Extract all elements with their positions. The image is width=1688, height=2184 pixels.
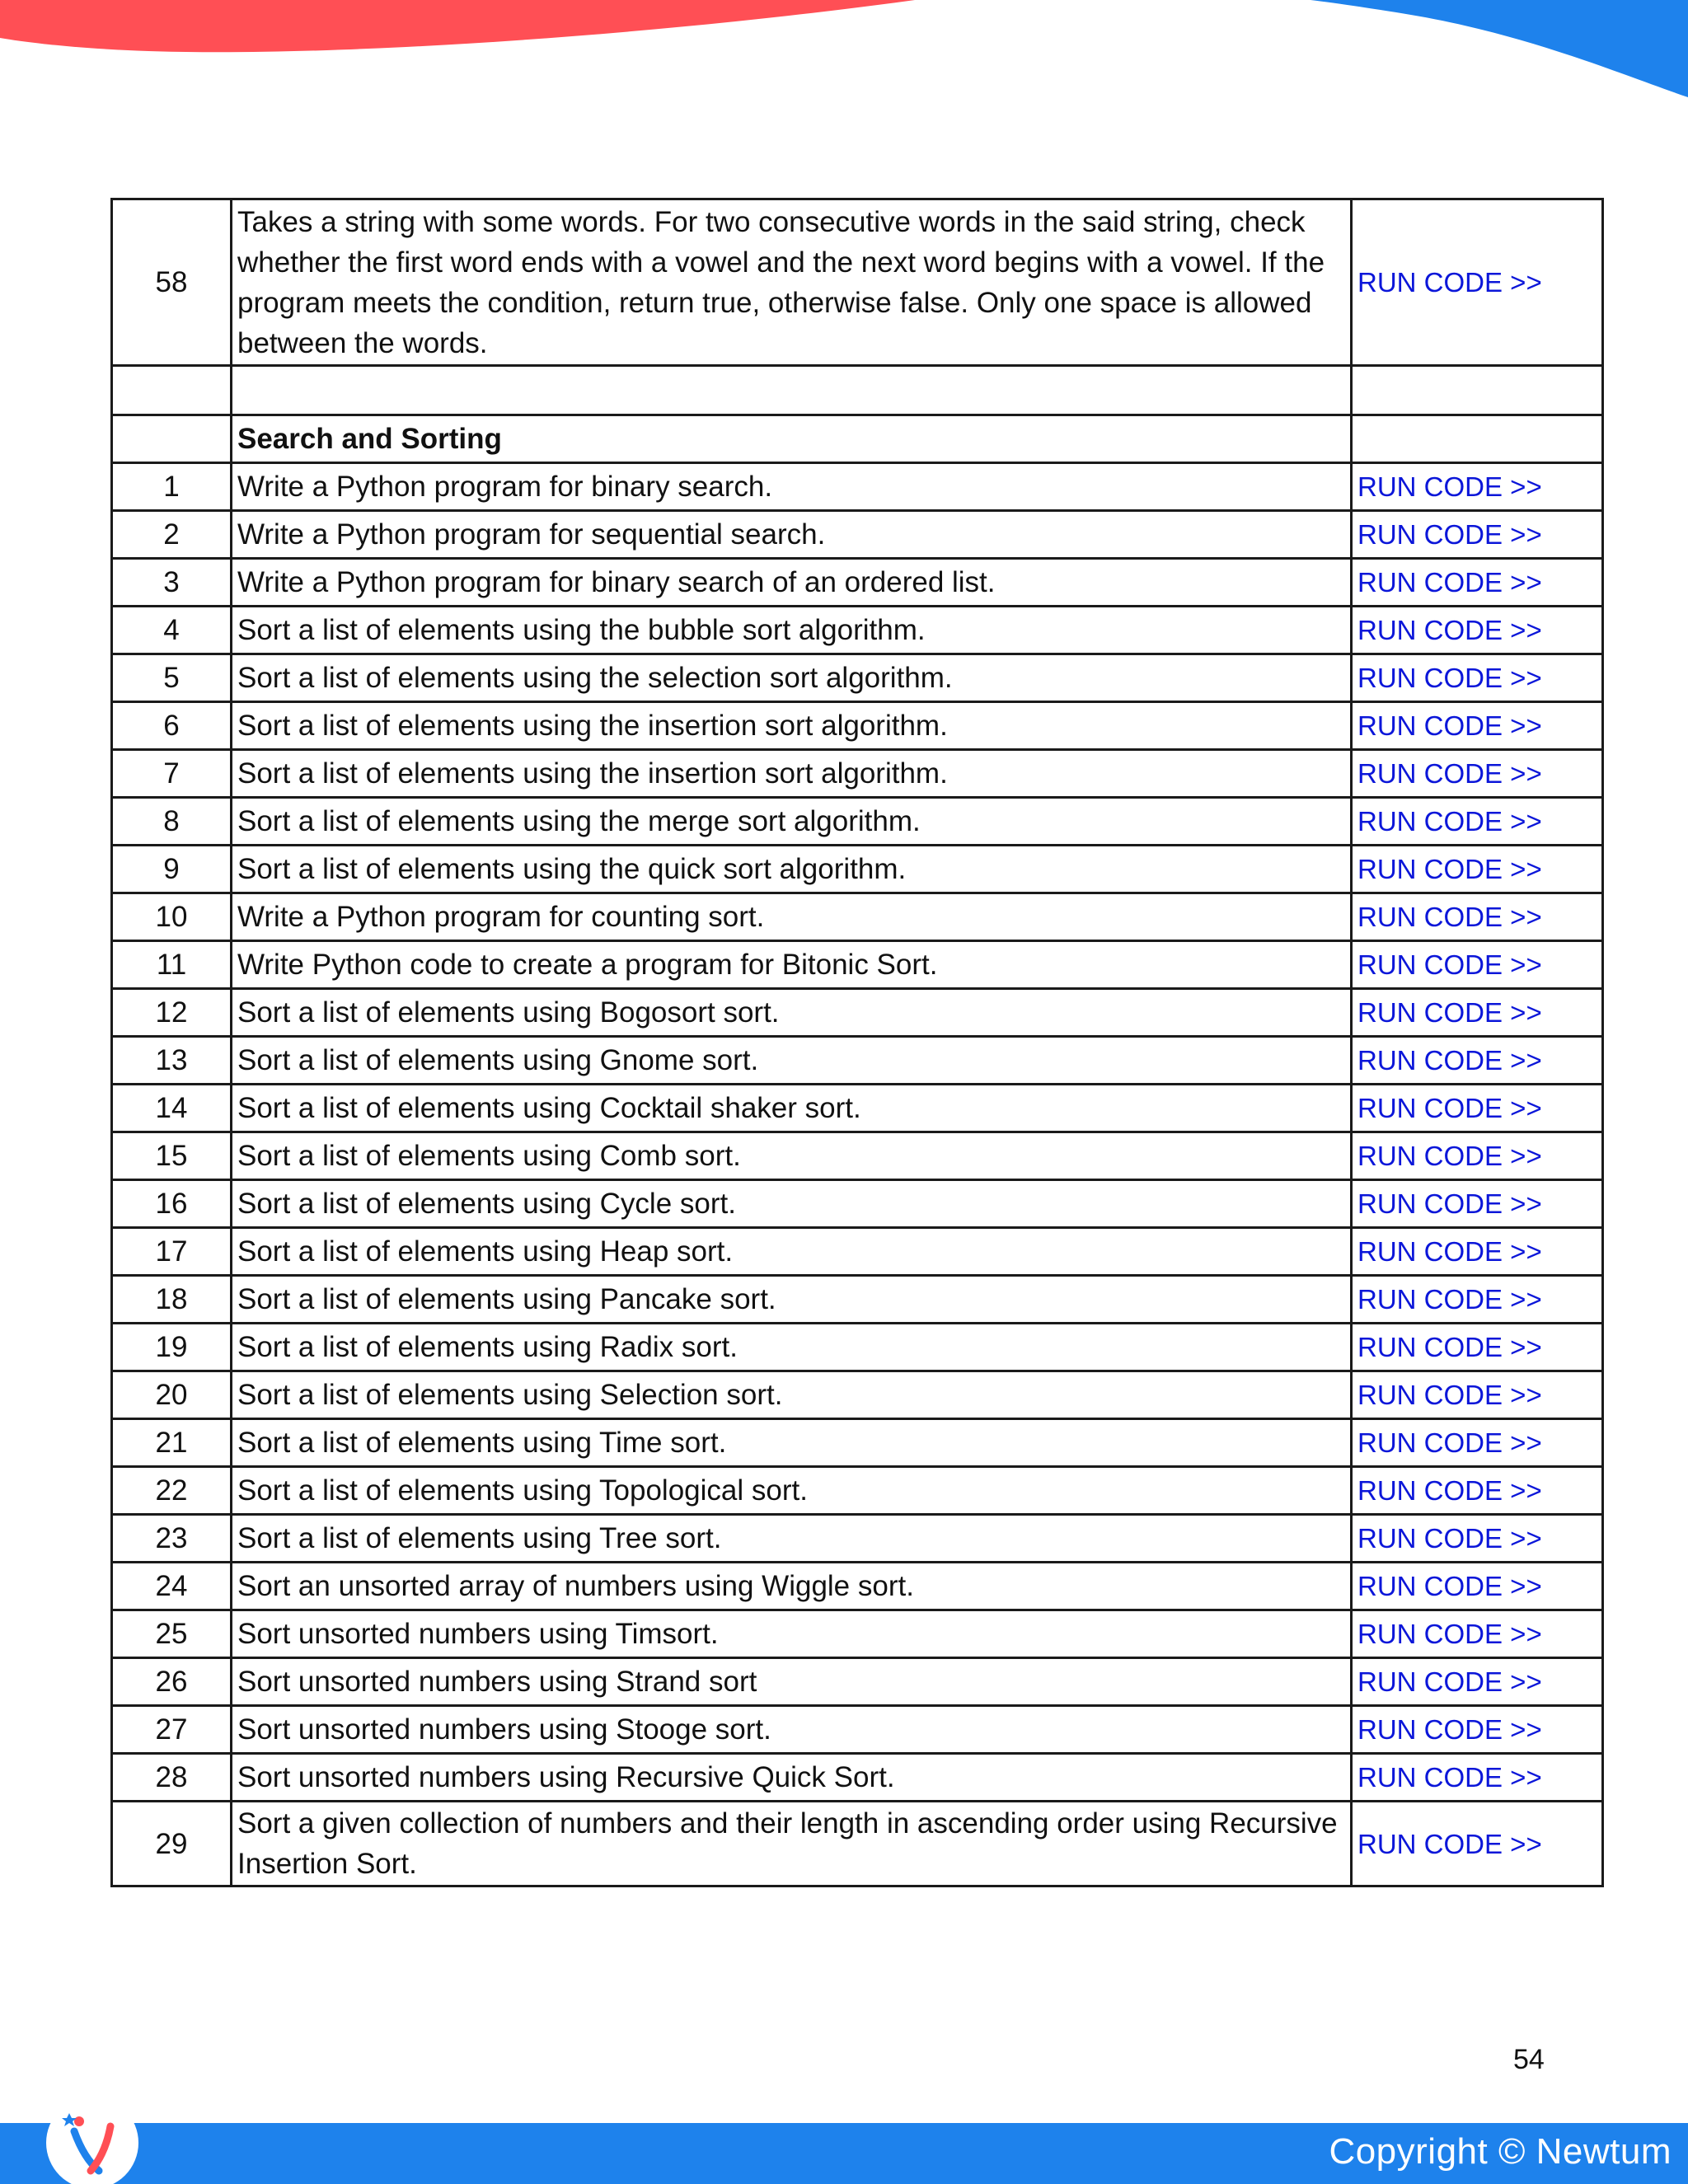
run-code-link[interactable]: RUN CODE >> [1357,1619,1542,1649]
table-row [112,1180,1603,1228]
row-number: 29 [112,1802,232,1886]
table-row [112,1324,1603,1371]
run-code-link[interactable]: RUN CODE >> [1357,471,1542,502]
run-code-link[interactable]: RUN CODE >> [1357,997,1542,1028]
run-code-link[interactable]: RUN CODE >> [1357,1188,1542,1219]
run-code-link[interactable]: RUN CODE >> [1357,1475,1542,1506]
run-code-link[interactable]: RUN CODE >> [1357,1236,1542,1267]
table-row [112,1515,1603,1563]
top-wave-red [0,0,915,52]
row-number: 23 [112,1515,232,1563]
run-code-link[interactable]: RUN CODE >> [1357,1714,1542,1745]
table-row [112,1706,1603,1754]
table-row [112,1228,1603,1276]
row-description: Sort a list of elements using the bubble sort algorithm. [232,607,1352,654]
row-description: Sort a list of elements using Tree sort. [232,1515,1352,1563]
row-number: 6 [112,702,232,750]
row-description: Sort a list of elements using Cycle sort. [232,1180,1352,1228]
run-code-link[interactable]: RUN CODE >> [1357,567,1542,598]
row-number: 21 [112,1419,232,1467]
row-number: 12 [112,989,232,1037]
row-number: 4 [112,607,232,654]
table-row [112,989,1603,1037]
row-number: 16 [112,1180,232,1228]
copyright-text: Copyright © Newtum [1329,2131,1672,2172]
run-code-link[interactable]: RUN CODE >> [1357,615,1542,645]
table-row [112,559,1603,607]
row-description: Write a Python program for binary search of an ordered list. [232,559,1352,607]
row-description: Sort unsorted numbers using Timsort. [232,1610,1352,1658]
top-wave-blue [1311,0,1688,97]
row-description: Sort a list of elements using Comb sort. [232,1132,1352,1180]
table-row [112,1132,1603,1180]
table-row [112,1658,1603,1706]
row-number: 28 [112,1754,232,1802]
row-description: Sort unsorted numbers using Stooge sort. [232,1706,1352,1754]
row-number: 8 [112,798,232,846]
top-wave-decoration [0,0,1688,115]
row-number: 25 [112,1610,232,1658]
table-row [112,1419,1603,1467]
run-code-link[interactable]: RUN CODE >> [1357,949,1542,980]
row-description: Sort a list of elements using the quick sort algorithm. [232,846,1352,893]
table-row [112,941,1603,989]
table-row [112,1467,1603,1515]
run-code-link[interactable]: RUN CODE >> [1357,806,1542,837]
table-row [112,846,1603,893]
table-row [112,1802,1603,1886]
table-row [112,1085,1603,1132]
row-number: 20 [112,1371,232,1419]
row-number: 22 [112,1467,232,1515]
row-number: 58 [112,199,232,366]
row-description: Sort a list of elements using the selection sort algorithm. [232,654,1352,702]
run-code-link[interactable]: RUN CODE >> [1357,1093,1542,1123]
row-description: Sort a list of elements using Selection sort. [232,1371,1352,1419]
table-row [112,463,1603,511]
row-number: 2 [112,511,232,559]
run-code-link[interactable]: RUN CODE >> [1357,1332,1542,1362]
row-description: Sort unsorted numbers using Strand sort [232,1658,1352,1706]
table-row [112,750,1603,798]
row-number: 14 [112,1085,232,1132]
row-description: Sort a list of elements using Cocktail shaker sort. [232,1085,1352,1132]
row-description: Sort a given collection of numbers and their length in ascending order using Recursive Insertion Sort. [232,1802,1352,1886]
row-description: Sort a list of elements using the insertion sort algorithm. [232,702,1352,750]
row-number: 27 [112,1706,232,1754]
table-row [112,893,1603,941]
row-number: 26 [112,1658,232,1706]
row-number: 7 [112,750,232,798]
programs-table [110,198,1604,1887]
table-row [112,199,1603,366]
row-description: Takes a string with some words. For two consecutive words in the said string, check whether the first word ends with a vowel and the next word begins with a vowel. If the program meets the condition, return true, otherwise false. Only one space is allowed between the words. [232,199,1352,366]
run-code-link[interactable]: RUN CODE >> [1357,902,1542,932]
table-row [112,1754,1603,1802]
run-code-link[interactable]: RUN CODE >> [1357,1523,1542,1554]
row-description: Sort a list of elements using the merge sort algorithm. [232,798,1352,846]
run-code-link[interactable]: RUN CODE >> [1357,1762,1542,1793]
run-code-link[interactable]: RUN CODE >> [1357,710,1542,741]
table-row [112,1276,1603,1324]
newtum-logo-icon [41,2092,143,2184]
row-number: 1 [112,463,232,511]
row-description: Sort a list of elements using the insertion sort algorithm. [232,750,1352,798]
row-description: Sort a list of elements using Bogosort sort. [232,989,1352,1037]
table-row [112,1037,1603,1085]
table-row [112,798,1603,846]
run-code-link[interactable]: RUN CODE >> [1357,1571,1542,1601]
page-number: 54 [1513,2044,1545,2075]
run-code-link[interactable]: RUN CODE >> [1357,519,1542,550]
row-number: 13 [112,1037,232,1085]
blank-row [112,366,1603,415]
run-code-link[interactable]: RUN CODE >> [1357,1284,1542,1315]
row-description: Sort a list of elements using Radix sort. [232,1324,1352,1371]
row-number: 19 [112,1324,232,1371]
row-number: 24 [112,1563,232,1610]
section-header-row [112,415,1603,463]
row-number: 3 [112,559,232,607]
run-code-link[interactable]: RUN CODE >> [1357,758,1542,789]
row-description: Write a Python program for binary search. [232,463,1352,511]
run-code-link[interactable]: RUN CODE >> [1357,1828,1542,1859]
row-number: 9 [112,846,232,893]
row-description: Sort a list of elements using Gnome sort. [232,1037,1352,1085]
table-row [112,1371,1603,1419]
row-number: 11 [112,941,232,989]
row-description: Sort unsorted numbers using Recursive Quick Sort. [232,1754,1352,1802]
run-code-link[interactable]: RUN CODE >> [1357,854,1542,884]
run-code-link[interactable]: RUN CODE >> [1357,1141,1542,1171]
run-code-link[interactable]: RUN CODE >> [1357,1380,1542,1410]
row-description: Sort a list of elements using Time sort. [232,1419,1352,1467]
table-row [112,702,1603,750]
row-description: Sort a list of elements using Heap sort. [232,1228,1352,1276]
row-number: 18 [112,1276,232,1324]
table-row [112,654,1603,702]
run-code-link[interactable]: RUN CODE >> [1357,1045,1542,1076]
section-title: Search and Sorting [232,415,1352,463]
row-description: Sort a list of elements using Topological sort. [232,1467,1352,1515]
row-description: Sort an unsorted array of numbers using Wiggle sort. [232,1563,1352,1610]
table-row [112,607,1603,654]
table-row [112,511,1603,559]
run-code-link[interactable]: RUN CODE >> [1357,1666,1542,1697]
row-description: Write Python code to create a program for Bitonic Sort. [232,941,1352,989]
row-number: 5 [112,654,232,702]
row-number: 10 [112,893,232,941]
row-description: Sort a list of elements using Pancake sort. [232,1276,1352,1324]
run-code-link[interactable]: RUN CODE >> [1357,663,1542,693]
table-row [112,1563,1603,1610]
row-description: Write a Python program for sequential search. [232,511,1352,559]
run-code-link[interactable]: RUN CODE >> [1357,267,1542,298]
table-row [112,1610,1603,1658]
row-number: 17 [112,1228,232,1276]
run-code-link[interactable]: RUN CODE >> [1357,1427,1542,1458]
row-number: 15 [112,1132,232,1180]
row-description: Write a Python program for counting sort. [232,893,1352,941]
